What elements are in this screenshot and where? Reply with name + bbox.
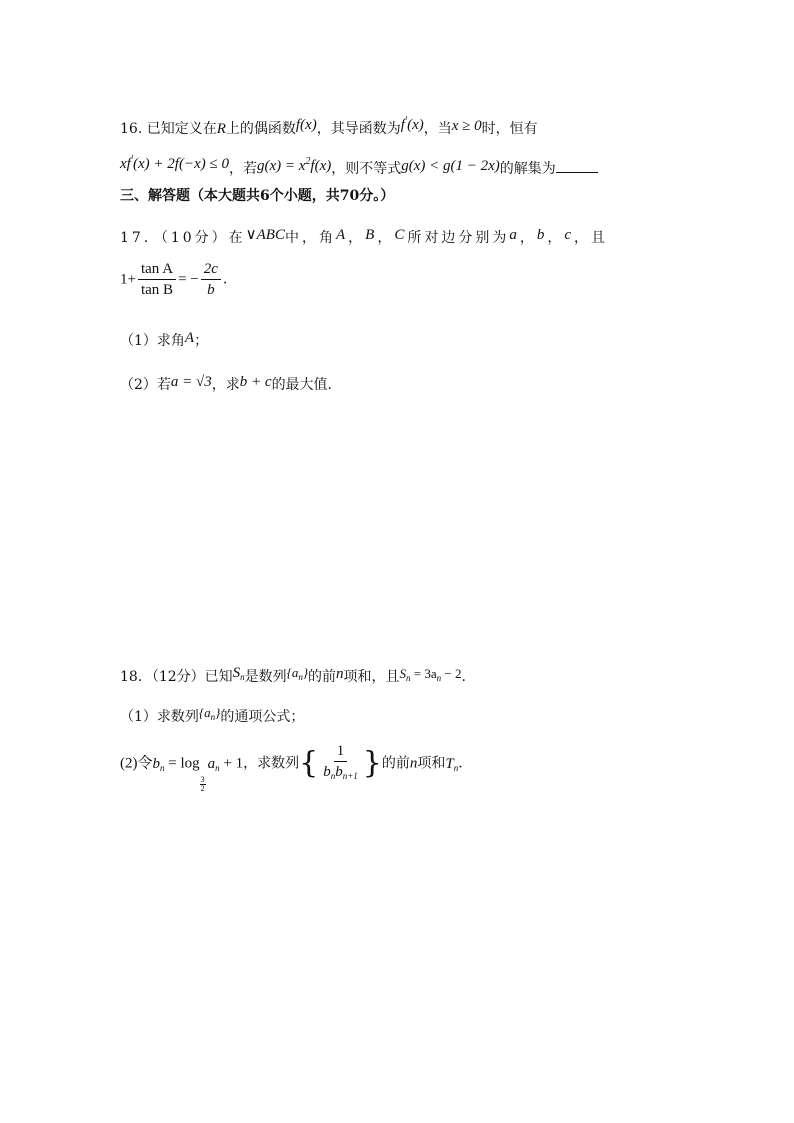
q16-ineq: xf′(x) + 2f(−x) ≤ 0 [120,154,229,172]
q17-part2-label: （2）若 [120,377,171,393]
right-brace: } [362,745,382,781]
q18-frac: $\frac{1}{b_nb_{n+1}}$ [323,743,358,781]
q17-sep: ， [348,230,366,246]
q17-frac1: $\frac{\text{tan A}}{\text{tan B}}$ [138,261,176,298]
q16-text: ，当 [423,121,452,137]
q17-part2-expr: b + c [239,374,272,390]
q18-dot: . [461,669,466,685]
q16-text: 的解集为 [499,161,556,177]
q18-relation: $S_n = 3a_n - 2$ [399,666,462,683]
q16-gdef: $g(x) = x^2f(x)$ [256,156,332,174]
q18-Tn: $T_n$ [445,755,459,773]
q16-text: ，则不等式 [331,161,402,177]
q16-cond: x ≥ 0 [451,118,482,134]
q16-text: 时，恒有 [481,121,538,137]
q18-part2-text: 的前 [381,755,410,772]
q17-b: b [536,227,548,243]
q16-gineq: g(x) < g(1 − 2x) [401,158,500,174]
q18-text: 是数列 [244,669,287,685]
q18-log-arg: $a_n$ [207,755,220,773]
q16-fx: f(x) [295,117,317,133]
q18-bn: $b_n$ [152,755,165,773]
q16-text: ，其导函数为 [316,121,401,137]
q17-C: C [394,227,408,243]
q18-log-base: $\frac{3}{2}$ [200,774,205,793]
q17-text: 所对边分别为 [407,230,510,246]
q17-a: a [509,227,520,243]
q18-n: n [409,755,418,772]
q18-head: 18．（12分）已知 [120,669,233,685]
q18-part2-end: . [458,755,463,772]
q16-number: 16. [120,121,143,137]
q17-eq: = − [178,271,199,288]
q18-part2 [120,743,463,793]
q18-text: 项和，且 [343,669,400,685]
q17-part1-end: ； [194,333,209,349]
q17-B: B [365,227,378,243]
q17-dot: . [222,271,228,288]
q18-part2-text: 项和 [417,755,446,772]
q17-part2-cond: a = √3 [170,374,212,390]
q17-part1 [120,328,208,351]
q18-part1 [120,703,304,727]
q18-part2-text: ，求数列 [243,755,300,772]
q17-text: 中，角 [284,230,336,246]
q17-sep: ， [547,230,565,246]
q17-formula [120,261,227,298]
q18-part2-label: (2)令 [120,755,153,772]
q18-log: = log [164,755,200,772]
q18-plus1: + 1 [219,755,244,772]
section-heading: 三、解答题（本大题共6个小题，共70分。） [120,188,395,204]
q16-text: 上的偶函数 [225,121,296,137]
q16-text: ，若 [228,161,257,177]
q16-R: R [216,121,226,137]
q17-frac2: $\frac{2c}{b}$ [201,261,221,298]
q17-part2-end: 的最大值. [271,377,333,393]
q17-sep: ， [519,230,537,246]
q16-fprime: f′(x) [400,115,424,133]
q17-part2 [120,372,332,395]
q18-n: n [336,666,344,682]
q17-part2-text: ，求 [211,377,240,393]
q18-part1-an: $\{a_n\}$ [198,705,221,722]
q16-line2 [120,150,598,179]
q17-part1-label: （1）求角 [120,333,185,349]
q18-an: $\{a_n\}$ [286,665,309,682]
q18-Sn: $S_n$ [232,665,245,682]
answer-blank[interactable] [556,160,598,173]
q17-sep: ， [377,230,395,246]
q17-one-plus: 1+ [120,271,136,288]
triangle-symbol: ∨ [245,227,257,243]
q16-line1 [120,111,538,139]
q17-c: c [564,227,574,243]
q18-part1-end: 的通项公式； [220,709,305,725]
q17-head: 17．（10分）在 [120,230,246,246]
q18-part1-label: （1）求数列 [120,709,199,725]
q16-text: 已知定义在 [146,121,217,137]
q17-abc: ABC [256,227,285,243]
q17-A: A [335,227,349,243]
q17-part1-A: A [184,330,195,346]
q18-text: 的前 [308,669,337,685]
left-brace: { [299,745,319,781]
q17-line1 [120,225,608,248]
q18-line1 [120,663,466,688]
q17-text: ，且 [574,230,608,246]
